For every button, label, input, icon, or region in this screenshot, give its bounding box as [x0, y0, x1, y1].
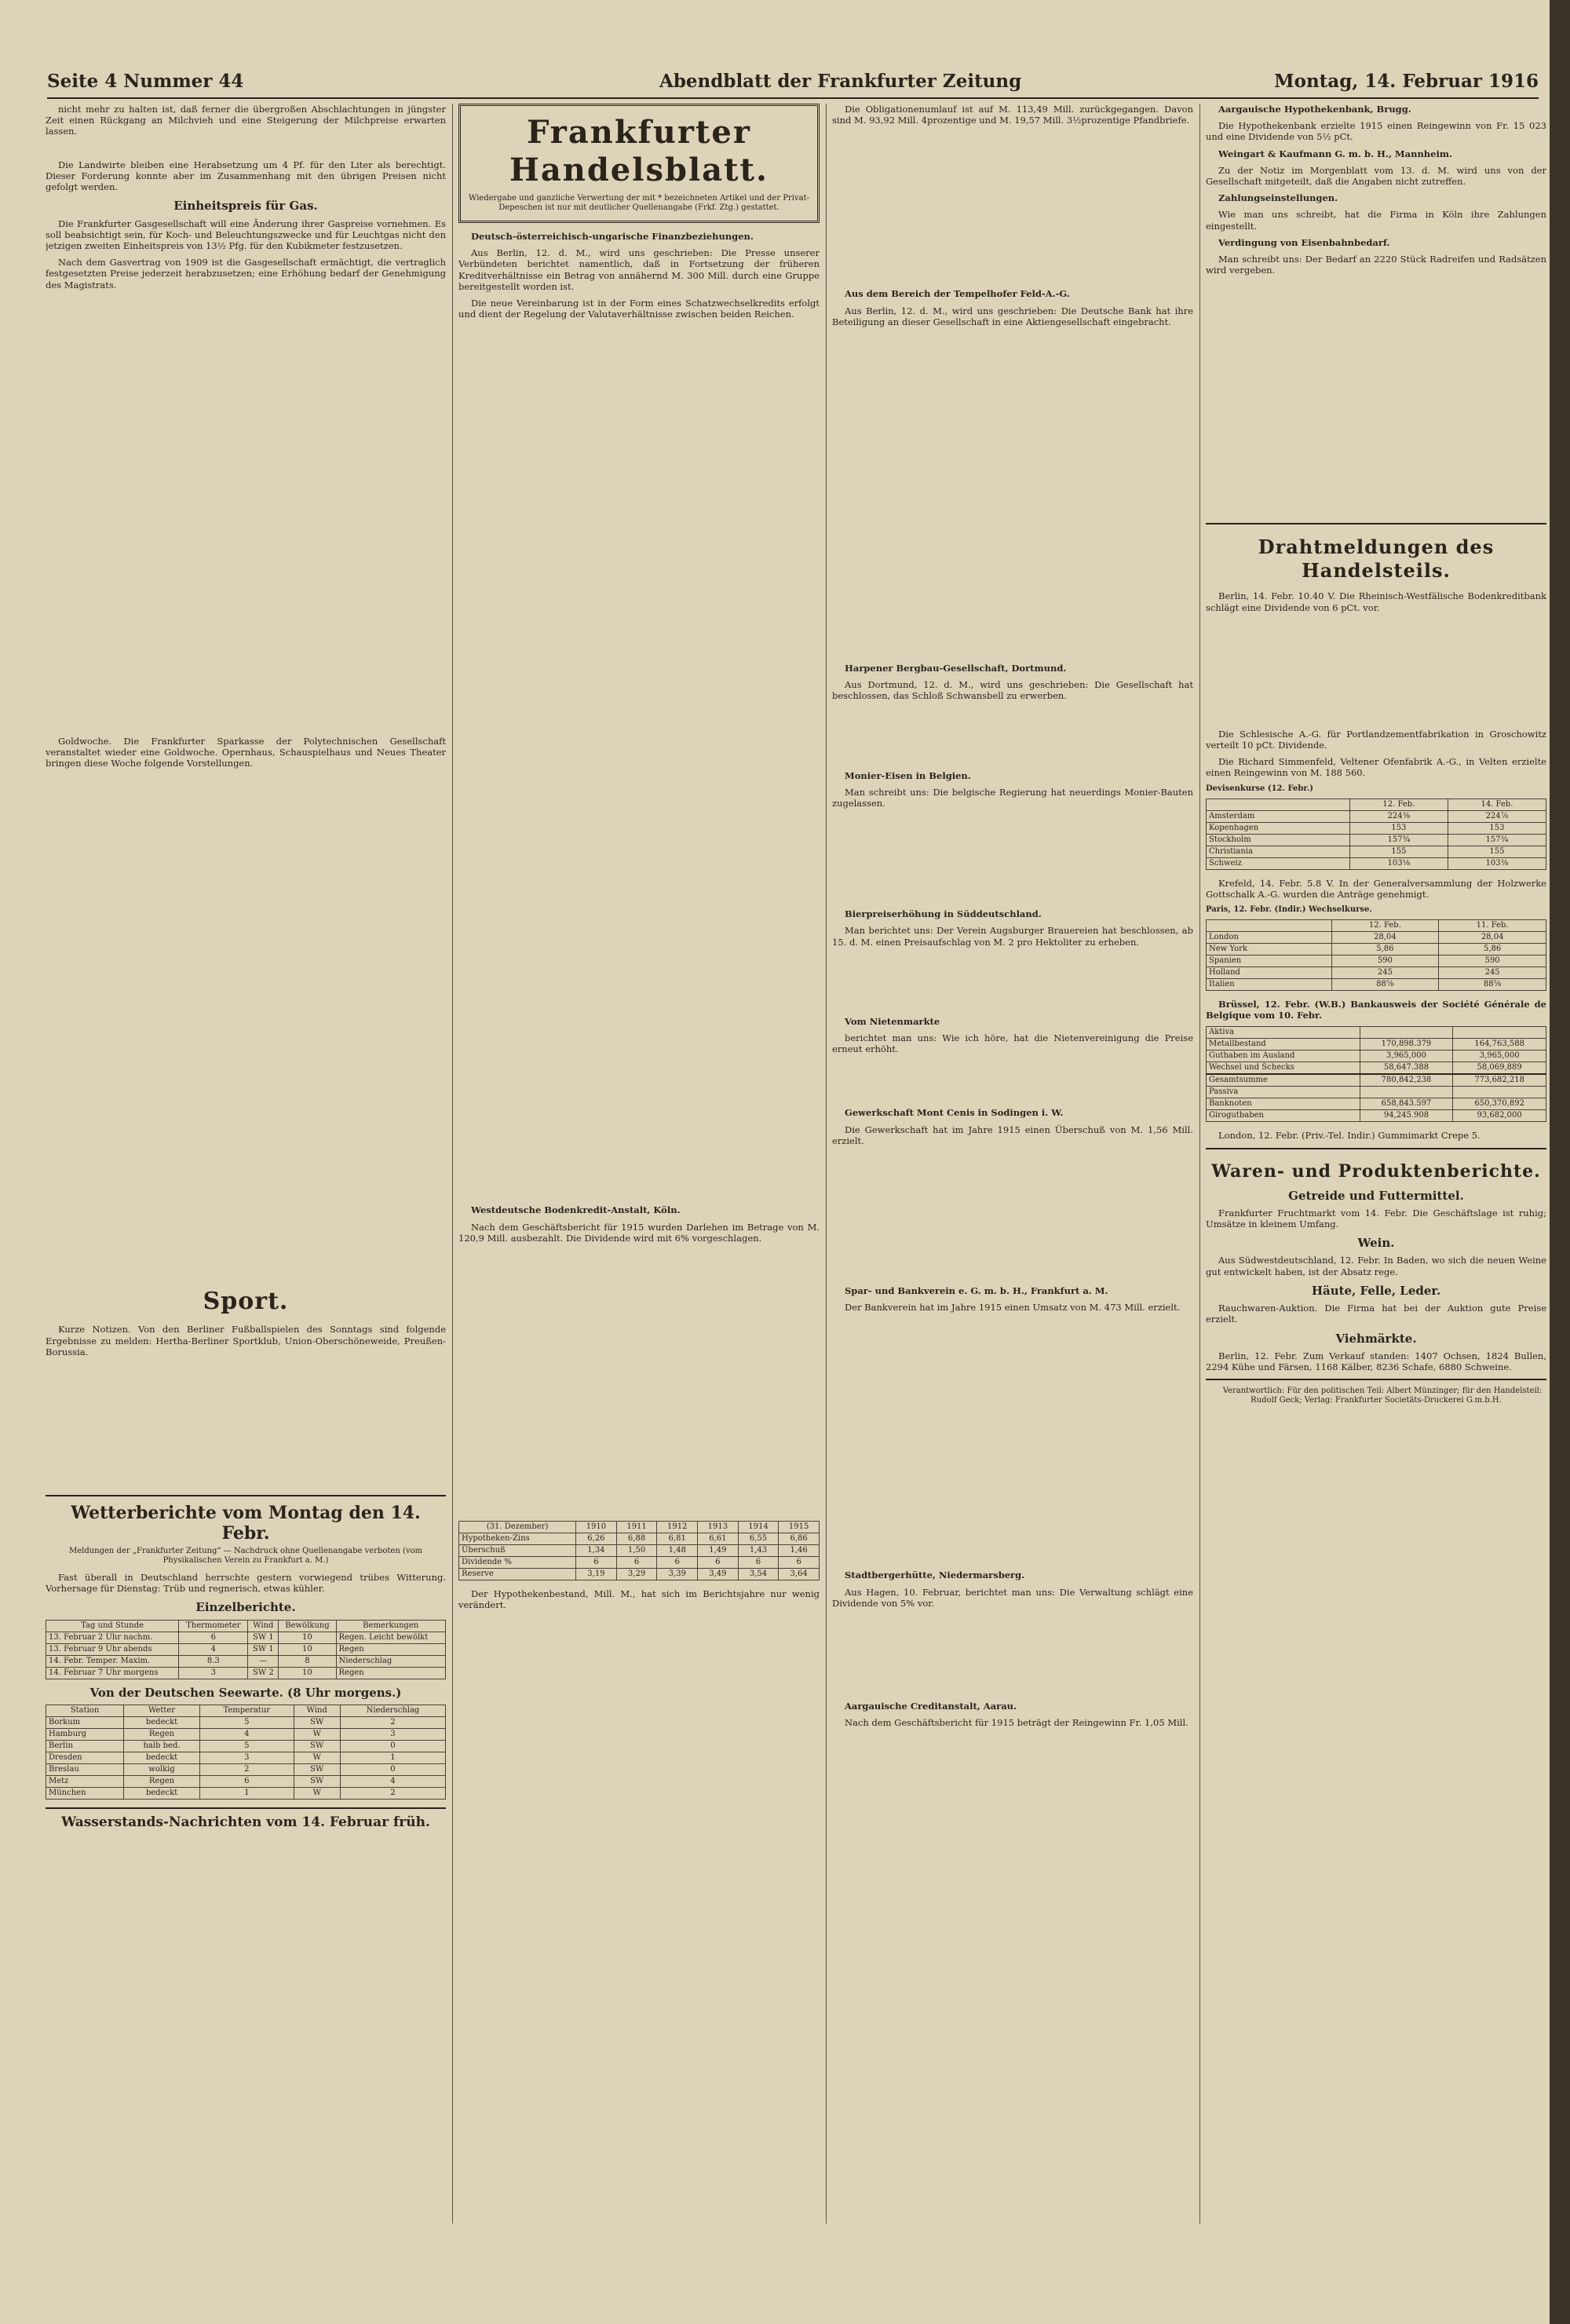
table-header: Tag und Stunde — [46, 1620, 179, 1632]
table-row: 14. Febr. Temper. Maxim. 8.3 — 8 Niederschlag — [46, 1655, 446, 1667]
article-text: London, 12. Febr. (Priv.-Tel. Indir.) Gummimarkt Crepe 5. — [1218, 1130, 1481, 1142]
table-row: Dividende % 6 6 6 6 6 6 — [459, 1557, 820, 1569]
wein-heading: Wein. — [1357, 1236, 1395, 1251]
table-header: Niederschlag — [340, 1705, 445, 1716]
einzel-table — [46, 1620, 446, 1679]
devisen-heading: Devisenkurse (12. Febr.) — [1206, 784, 1313, 793]
article-text: Berlin, 14. Febr. 10.40 V. Die Rheinisch-Westfälische Bodenkreditbank schlägt eine Dividende von 6 pCt. vor. — [1206, 590, 1546, 613]
column-rule — [1199, 104, 1200, 2224]
article-text: Goldwoche. Die Frankfurter Sparkasse der Polytechnischen Gesellschaft veranstaltet wieder eine Goldwoche. Opernhaus, Schauspielhaus und Neues Theater bringen diese Woche folgende Vorstellungen. — [46, 735, 446, 769]
handelsblatt-title: Frankfurter Handelsblatt. — [509, 114, 769, 188]
table-row: Überschuß 1,34 1,50 1,48 1,49 1,43 1,46 — [459, 1545, 820, 1557]
table-header: Temperatur — [200, 1705, 294, 1716]
article-text: Aus Berlin, 12. d. M., wird uns geschrieben: Die Presse unserer Verbündeten berichtet namentlich, daß in Fortsetzung der früheren Kreditverhältnisse ein Betrag von annähernd M. 300 Mill. durch eine Gruppe bereitgestellt worden ist. — [458, 247, 820, 292]
article-text: Der Bankverein hat im Jahre 1915 einen Umsatz von M. 473 Mill. erzielt. — [845, 1302, 1181, 1314]
table-header: Station — [46, 1705, 124, 1716]
table-row: Aktiva — [1207, 1027, 1546, 1039]
text-block-placeholder — [832, 707, 1193, 770]
waren-heading: Waren- und Produktenberichte. — [1211, 1160, 1541, 1182]
weather-title: Wetterberichte vom Montag den 14. Febr. — [71, 1503, 421, 1544]
text-block-placeholder — [46, 774, 446, 1277]
section-divider — [46, 1495, 446, 1496]
scan-edge — [1550, 0, 1570, 2324]
article-text: Aus Südwestdeutschland, 12. Febr. In Baden, wo sich die neuen Weine gut entwickelt haben, ist der Absatz rege. — [1206, 1255, 1546, 1277]
text-block-placeholder — [832, 1318, 1193, 1569]
table-row: Banknoten 658,843.597 650,370,892 — [1207, 1098, 1546, 1110]
haeute-heading: Häute, Felle, Leder. — [1311, 1283, 1441, 1298]
column-2 — [458, 104, 820, 2224]
article-text: Die Richard Simmenfeld, Veltener Ofenfabrik A.-G., in Velten erzielte einen Reingewinn von M. 188 560. — [1206, 756, 1546, 779]
text-block-placeholder — [832, 333, 1193, 663]
section-divider — [1206, 1379, 1546, 1380]
column-1 — [46, 104, 446, 2224]
table-row: New York 5,86 5,86 — [1207, 944, 1546, 956]
article-title: Aargauische Hypothekenbank, Brugg. — [1218, 104, 1411, 115]
article-title: Vom Nietenmarkte — [845, 1015, 940, 1027]
article-text: Der Hypothekenbestand, Mill. M., hat sich im Berichtsjahre nur wenig verändert. — [458, 1588, 820, 1611]
table-row: 13. Februar 2 Uhr nachm. 6 SW 1 10 Regen. Leicht bewölkt — [46, 1632, 446, 1643]
table-header: 1912 — [657, 1522, 698, 1533]
article-text: Frankfurter Fruchtmarkt vom 14. Febr. Die Geschäftslage ist ruhig; Umsätze in kleinem Umfang. — [1206, 1207, 1546, 1230]
article-title: Deutsch-österreichisch-ungarische Finanzbeziehungen. — [471, 231, 754, 242]
table-row: Breslau wolkig 2 SW 0 — [46, 1763, 446, 1775]
table-row: Spanien 590 590 — [1207, 956, 1546, 967]
table-row: Wechsel und Schecks 58,647.388 58,069,889 — [1207, 1062, 1546, 1075]
article-text: Die Gewerkschaft hat im Jahre 1915 einen Überschuß von M. 1,56 Mill. erzielt. — [832, 1124, 1193, 1146]
article-title: Spar- und Bankverein e. G. m. b. H., Frankfurt a. M. — [845, 1285, 1108, 1297]
article-text: Die Schlesische A.-G. für Portlandzementfabrikation in Groschowitz verteilt 10 pCt. Dividende. — [1206, 728, 1546, 751]
article-text: Man berichtet uns: Der Verein Augsburger Brauereien hat beschlossen, ab 15. d. M. einen Preisaufschlag von M. 2 pro Hektoliter zu erheben. — [832, 925, 1193, 948]
table-row: Amsterdam 224⅜ 224⅞ — [1207, 810, 1546, 822]
table-row: Kopenhagen 153 153 — [1207, 822, 1546, 834]
paris-heading: Paris, 12. Febr. (Indir.) Wechselkurse. — [1206, 905, 1372, 915]
issue-date: Montag, 14. Februar 1916 — [1274, 71, 1539, 92]
article-title: Gewerkschaft Mont Cenis in Sodingen i. W. — [845, 1107, 1064, 1119]
devisen-table: 12. Feb. 14. Feb. Amsterdam 224⅜ 224⅞ Kopenhagen 153 153 Stockholm 157¾ 157¾ Christiania 155 155 Schweiz 103⅛ 103⅜ — [1206, 798, 1546, 870]
text-block-placeholder — [458, 325, 820, 1204]
text-block-placeholder — [832, 1152, 1193, 1285]
table-header: Wind — [294, 1705, 340, 1716]
article-text: berichtet man uns: Wie ich höre, hat die Nietenvereinigung die Preise erneut erhöht. — [832, 1032, 1193, 1055]
table-row: Christiania 155 155 — [1207, 846, 1546, 857]
section-heading-sport: Sport. — [203, 1288, 289, 1316]
column-4 — [1206, 104, 1546, 2224]
table-row: 14. Februar 7 Uhr morgens 3 SW 2 10 Regen — [46, 1667, 446, 1679]
table-row: Dresden bedeckt 3 W 1 — [46, 1752, 446, 1763]
article-text: Nach dem Geschäftsbericht für 1915 beträgt der Reingewinn Fr. 1,05 Mill. — [845, 1717, 1188, 1729]
article-title: Brüssel, 12. Febr. (W.B.) Bankausweis der Société Générale de Belgique vom 10. Febr. — [1206, 999, 1546, 1021]
table-row: London 28,04 28,04 — [1207, 932, 1546, 944]
weather-subtitle: Meldungen der „Frankfurter Zeitung“ — Nachdruck ohne Quellenangabe verboten (vom Physikalischen Verein zu Frankfurt a. M.) — [68, 1547, 423, 1566]
table-header: Bewölkung — [279, 1620, 336, 1632]
section-divider — [1206, 1148, 1546, 1149]
bodenkredit-table — [458, 1521, 820, 1580]
table-header: 1911 — [616, 1522, 657, 1533]
text-block-placeholder — [458, 1249, 820, 1516]
article-title: Bierpreiserhöhung in Süddeutschland. — [845, 908, 1042, 920]
article-text: Wie man uns schreibt, hat die Firma in Köln ihre Zahlungen eingestellt. — [1206, 209, 1546, 232]
impressum: Verantwortlich: Für den politischen Teil: Albert Münzinger; für den Handelsteil: Rudolf Geck; Verlag: Frankfurter Societäts-Druckerei G.m.b.H. — [1222, 1387, 1543, 1405]
article-text: Rauchwaren-Auktion. Die Firma hat bei der Auktion gute Preise erzielt. — [1206, 1303, 1546, 1325]
table-row: 13. Februar 9 Uhr abends 4 SW 1 10 Regen — [46, 1643, 446, 1655]
article-text: Die neue Vereinbarung ist in der Form eines Schatzwechselkredits erfolgt und dient der Regelung der Valutaverhältnisse zwischen beiden Reichen. — [458, 298, 820, 320]
table-header: 1914 — [738, 1522, 779, 1533]
article-text: Die Frankfurter Gasgesellschaft will eine Änderung ihrer Gaspreise vornehmen. Es soll beabsichtigt sein, für Koch- und Beleuchtungszwecke und für Leuchtgas nicht den jetzigen zweiten Einheitspreis von 13½ Pfg. für den Kubikmeter festzusetzen. — [46, 217, 446, 252]
article-text: Zu der Notiz im Morgenblatt vom 13. d. M. wird uns von der Gesellschaft mitgeteilt, daß die Angaben nicht zutreffen. — [1206, 164, 1546, 188]
table-row: Borkum bedeckt 5 SW 2 — [46, 1716, 446, 1728]
running-head — [47, 66, 1539, 99]
table-row: Guthaben im Ausland 3,965,000 3,965,000 — [1207, 1051, 1546, 1062]
article-text: nicht mehr zu halten ist, daß ferner die übergroßen Abschlachtungen in jüngster Zeit einen Rückgang an Milchvieh und eine Steigerung der Milchpreise erwarten lassen. — [46, 104, 446, 137]
table-header: Thermometer — [179, 1620, 248, 1632]
article-title: Aargauische Creditanstalt, Aarau. — [845, 1701, 1017, 1712]
article-text: Krefeld, 14. Febr. 5.8 V. In der Generalversammlung der Holzwerke Gottschalk A.-G. wurden die Anträge genehmigt. — [1206, 877, 1546, 900]
table-header: 1910 — [576, 1522, 617, 1533]
masthead-note: Wiedergabe und ganzliche Verwertung der mit * bezeichneten Artikel und der Privat-Depeschen ist nur mit deutlicher Quellenangabe (Frkf. Ztg.) gestattet. — [468, 194, 809, 212]
text-block-placeholder — [832, 131, 1193, 288]
article-text: Die Obligationenumlauf ist auf M. 113,49 Mill. zurückgegangen. Davon sind M. 93,92 Mill. 4prozentige und M. 19,57 Mill. 3½prozentige Pfandbriefe. — [832, 104, 1193, 126]
table-row: Metallbestand 170,898.379 164,763,588 — [1207, 1039, 1546, 1051]
article-text: Die Landwirte bleiben eine Herabsetzung um 4 Pf. für den Liter als berechtigt. Dieser Forderung konnte aber im Zusammenhang mit den übrigen Preisen nicht gefolgt werden. — [46, 159, 446, 193]
weather-text: Fast überall in Deutschland herrschte gestern vorwiegend trübes Witterung. Vorhersage für Dienstag: Trüb und regnerisch, etwas kühler. — [46, 1572, 446, 1595]
article-text: Die Hypothekenbank erzielte 1915 einen Reingewinn von Fr. 15 023 und eine Dividende von 5½ pCt. — [1206, 120, 1546, 143]
article-title: Verdingung von Eisenbahnbedarf. — [1218, 236, 1390, 248]
column-rule — [826, 104, 827, 2224]
article-title: Harpener Bergbau-Gesellschaft, Dortmund. — [845, 663, 1067, 674]
table-header: Wetter — [124, 1705, 200, 1716]
text-block-placeholder — [832, 1614, 1193, 1701]
article-text: Aus Berlin, 12. d. M., wird uns geschrieben: Die Deutsche Bank hat ihre Beteiligung an dieser Gesellschaft in eine Aktiengesellschaft eingebracht. — [832, 305, 1193, 327]
table-row: Reserve 3,19 3,29 3,39 3,49 3,54 3,64 — [459, 1569, 820, 1580]
table-header: 1913 — [698, 1522, 739, 1533]
article-title: Westdeutsche Bodenkredit-Anstalt, Köln. — [471, 1204, 681, 1216]
text-block-placeholder — [1206, 281, 1546, 517]
paris-table: 12. Feb. 11. Feb. London 28,04 28,04 New York 5,86 5,86 Spanien 590 590 Holland 245 245 Italien 88⅝ 88⅝ — [1206, 919, 1546, 991]
table-row: München bedeckt 1 W 2 — [46, 1787, 446, 1799]
column-rule — [452, 104, 453, 2224]
table-row: Berlin halb bed. 5 SW 0 — [46, 1740, 446, 1752]
article-title: Aus dem Bereich der Tempelhofer Feld-A.-G. — [845, 288, 1070, 300]
article-text: Berlin, 12. Febr. Zum Verkauf standen: 1407 Ochsen, 1824 Bullen, 2294 Kühe und Färsen, 1168 Kälber, 8236 Schafe, 6880 Schweine. — [1206, 1350, 1546, 1372]
table-row: Metz Regen 6 SW 4 — [46, 1775, 446, 1787]
article-text — [46, 143, 446, 154]
getreide-heading: Getreide und Futtermittel. — [1288, 1188, 1464, 1203]
text-block-placeholder — [832, 953, 1193, 1016]
article-text: Man schreibt uns: Der Bedarf an 2220 Stück Radreifen und Radsätzen wird vergeben. — [1206, 254, 1546, 276]
newspaper-title: Abendblatt der Frankfurter Zeitung — [659, 71, 1022, 92]
table-row: Italien 88⅝ 88⅝ — [1207, 979, 1546, 991]
section-heading-gas: Einheitspreis für Gas. — [173, 199, 318, 214]
table-row: Girogutbaben 94,245.908 93,682,000 — [1207, 1110, 1546, 1122]
section-divider — [1206, 523, 1546, 524]
table-header: 1915 — [779, 1522, 820, 1533]
text-block-placeholder — [832, 1060, 1193, 1107]
table-row: Hypotheken-Zins 6,26 6,88 6,81 6,61 6,55 6,86 — [459, 1533, 820, 1545]
section-divider — [46, 1807, 446, 1809]
table-header: (31. Dezember) — [459, 1522, 576, 1533]
drahtmeldungen-heading: Drahtmeldungen des Handelsteils. — [1258, 535, 1495, 583]
article-text: Aus Hagen, 10. Februar, berichtet man uns: Die Verwaltung schlägt eine Dividende von 5% vor. — [832, 1586, 1193, 1609]
text-block-placeholder — [832, 814, 1193, 908]
wasser-heading: Wasserstands-Nachrichten vom 14. Februar früh. — [61, 1814, 430, 1830]
text-block-placeholder — [1206, 619, 1546, 729]
article-text: Man schreibt uns: Die belgische Regierung hat neuerdings Monier-Bauten zugelassen. — [832, 786, 1193, 809]
article-title: Weingart & Kaufmann G. m. b. H., Mannheim. — [1218, 148, 1453, 159]
seewarte-table — [46, 1705, 446, 1800]
table-row: Holland 245 245 — [1207, 967, 1546, 979]
page-number: Seite 4 Nummer 44 — [47, 71, 244, 92]
handelsblatt-masthead — [458, 104, 820, 223]
table-row: Passiva — [1207, 1087, 1546, 1098]
text-block-placeholder — [46, 1363, 446, 1489]
seewarte-heading: Von der Deutschen Seewarte. (8 Uhr morgens.) — [89, 1685, 402, 1700]
table-row: Gesamtsumme 780,842,238 773,682,218 — [1207, 1074, 1546, 1087]
article-title: Monier-Eisen in Belgien. — [845, 769, 971, 781]
article-text: Aus Dortmund, 12. d. M., wird uns geschrieben: Die Gesellschaft hat beschlossen, das Schloß Schwansbell zu erwerben. — [832, 679, 1193, 702]
table-row: Schweiz 103⅛ 103⅜ — [1207, 857, 1546, 869]
table-header: Bemerkungen — [336, 1620, 445, 1632]
text-block-placeholder — [46, 296, 446, 736]
article-text: Nach dem Gasvertrag von 1909 ist die Gasgesellschaft ermächtigt, die vertraglich festgesetzten Preise jederzeit herabzusetzen; eine Erhöhung bedarf der Genehmigung des Magistrats. — [46, 257, 446, 290]
article-title: Zahlungseinstellungen. — [1218, 192, 1338, 204]
article-text: Kurze Notizen. Von den Berliner Fußballspielen des Sonntags sind folgende Ergebnisse zu melden: Hertha-Berliner Sportklub, Union-Oberschöneweide, Preußen-Borussia. — [46, 1324, 446, 1357]
bankausweis-table — [1206, 1026, 1546, 1122]
vieh-heading: Viehmärkte. — [1335, 1331, 1417, 1346]
table-row: Hamburg Regen 4 W 3 — [46, 1728, 446, 1740]
article-text: Nach dem Geschäftsbericht für 1915 wurden Darlehen im Betrage von M. 120,9 Mill. ausbezahlt. Die Dividende wird mit 6% vorgeschlagen. — [458, 1221, 820, 1244]
table-header: Wind — [248, 1620, 279, 1632]
einzel-heading: Einzelberichte. — [195, 1600, 296, 1615]
table-row: Stockholm 157¾ 157¾ — [1207, 834, 1546, 846]
article-title: Stadtbergerhütte, Niedermarsberg. — [845, 1569, 1025, 1581]
column-3 — [832, 104, 1193, 2224]
